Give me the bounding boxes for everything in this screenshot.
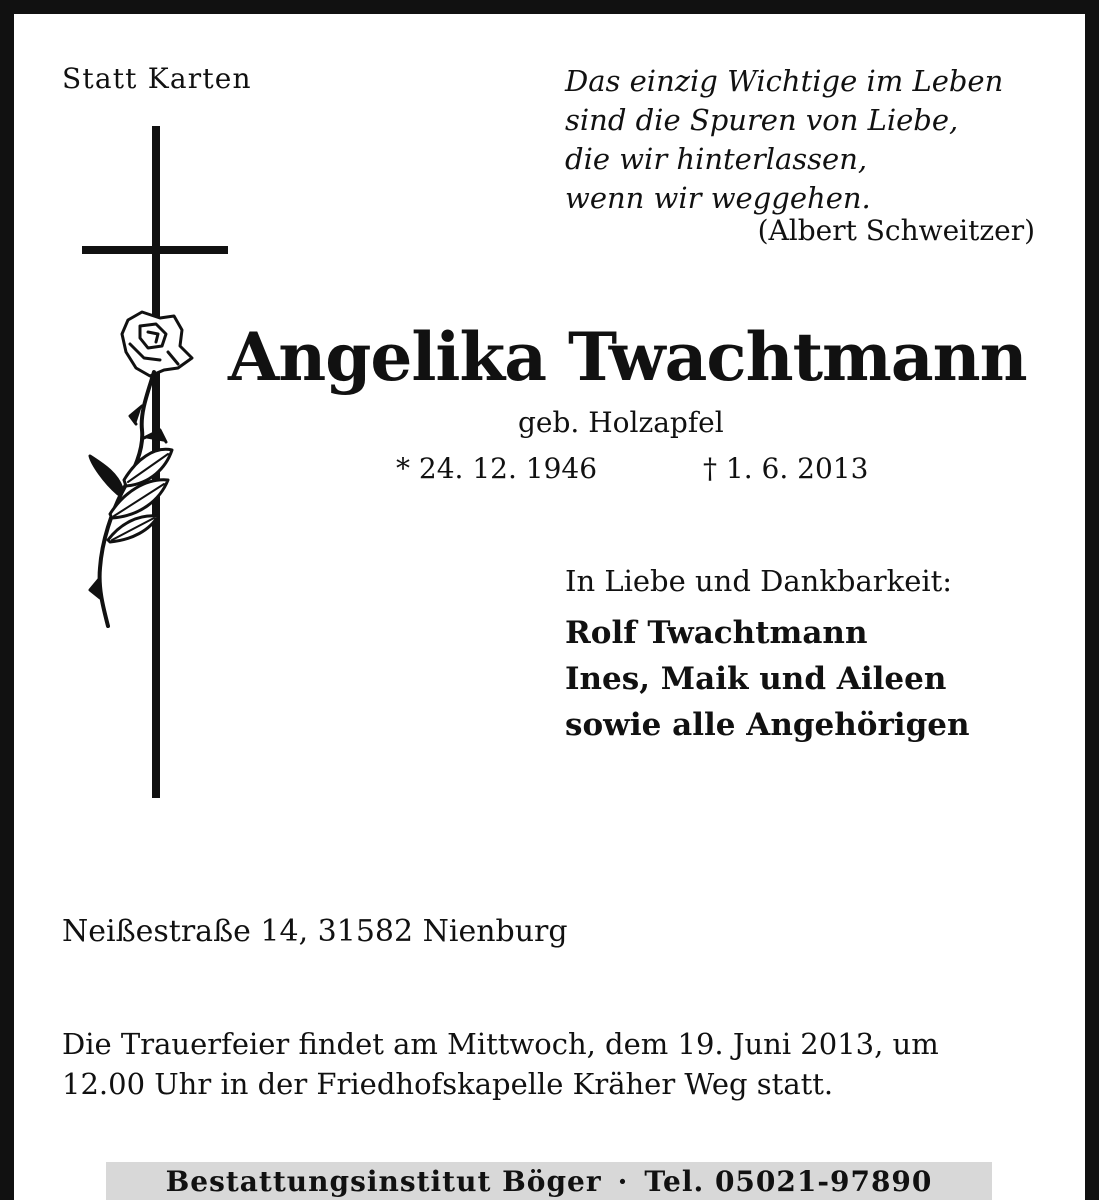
funeral-home-name: Bestattungsinstitut Böger [165, 1165, 602, 1198]
quote-author: (Albert Schweitzer) [757, 214, 1035, 247]
deceased-name: Angelika Twachtmann [228, 318, 1027, 396]
funeral-home-phone: Tel. 05021-97890 [644, 1165, 933, 1198]
mourners-intro: In Liebe und Dankbarkeit: [565, 564, 953, 598]
quote-block [565, 62, 1003, 218]
funeral-home-footer [106, 1162, 992, 1202]
statt-karten-label: Statt Karten [62, 62, 252, 95]
ceremony-line: 12.00 Uhr in der Friedhofskapelle Kräher Weg statt. [62, 1067, 834, 1101]
birth-date: * 24. 12. 1946 [396, 452, 598, 485]
quote-line: die wir hinterlassen, [565, 142, 868, 176]
quote-line: wenn wir weggehen. [565, 181, 871, 215]
ceremony-line: Die Trauerfeier findet am Mittwoch, dem 19. Juni 2013, um [62, 1027, 939, 1061]
quote-line: Das einzig Wichtige im Leben [565, 64, 1004, 98]
cross-with-rose [70, 120, 240, 810]
rose-icon [90, 312, 192, 626]
address: Neißestraße 14, 31582 Nienburg [62, 914, 568, 949]
mourner-name: sowie alle Angehörigen [565, 707, 970, 743]
quote-line: sind die Spuren von Liebe, [565, 103, 959, 137]
mourners-list [565, 610, 970, 748]
mourner-name: Rolf Twachtmann [565, 615, 868, 651]
footer-separator: · [617, 1165, 629, 1198]
mourner-name: Ines, Maik und Aileen [565, 661, 947, 697]
death-date: † 1. 6. 2013 [703, 452, 869, 485]
ceremony-text [62, 1024, 939, 1104]
maiden-name: geb. Holzapfel [518, 406, 724, 439]
